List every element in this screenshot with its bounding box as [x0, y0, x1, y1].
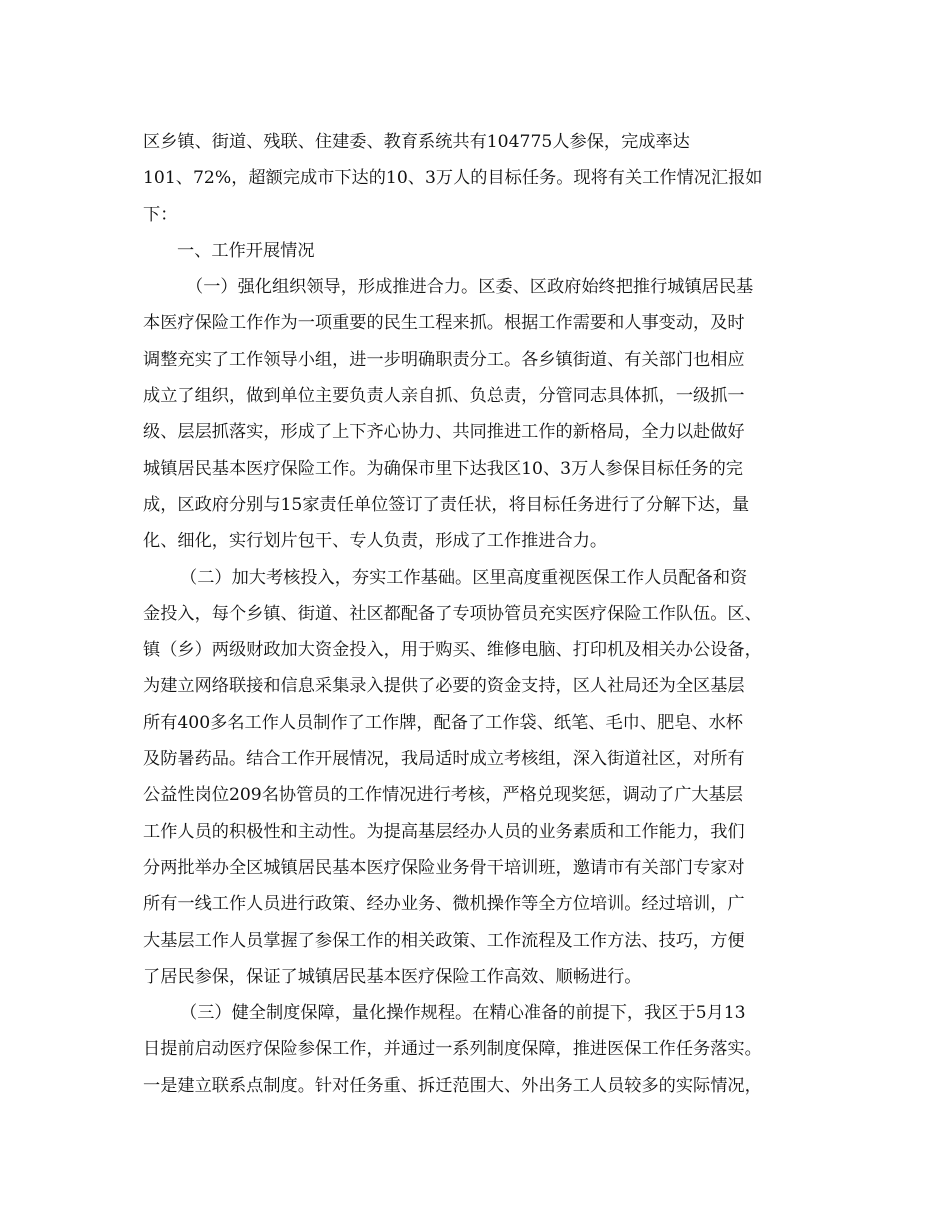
text-line: 工作人员的积极性和主动性。为提高基层经办人员的业务素质和工作能力，我们: [143, 821, 745, 842]
text-line: 为建立网络联接和信息采集录入提供了必要的资金支持，区人社局还为全区基层: [143, 676, 745, 697]
text-line: 成立了组织，做到单位主要负责人亲自抓、负总责，分管同志具体抓，一级抓一: [143, 386, 745, 407]
section-heading: 一、工作开展情况: [177, 240, 315, 261]
text-line: 区乡镇、街道、残联、住建委、教育系统共有104775人参保，完成率达: [143, 132, 690, 152]
text-line: 一是建立联系点制度。针对任务重、拆迁范围大、外出务工人员较多的实际情况，: [143, 1075, 762, 1096]
paragraph-start: （一）强化组织领导，形成推进合力。区委、区政府始终把推行城镇居民基: [186, 277, 754, 298]
text-line: 了居民参保，保证了城镇居民基本医疗保险工作高效、顺畅进行。: [143, 966, 642, 987]
text-line: 分两批举办全区城镇居民基本医疗保险业务骨干培训班，邀请市有关部门专家对: [143, 857, 745, 878]
text-line: 成，区政府分别与15家责任单位签订了责任状，将目标任务进行了分解下达，量: [143, 494, 750, 515]
text-line: 所有一线工作人员进行政策、经办业务、微机操作等全方位培训。经过培训，广: [143, 894, 745, 915]
text-line: 调整充实了工作领导小组，进一步明确职责分工。各乡镇街道、有关部门也相应: [143, 349, 745, 370]
text-line: 公益性岗位209名协管员的工作情况进行考核，严格兑现奖惩，调动了广大基层: [143, 785, 743, 806]
text-line: 日提前启动医疗保险参保工作，并通过一系列制度保障，推进医保工作任务落实。: [143, 1039, 762, 1060]
text-line: 金投入，每个乡镇、街道、社区都配备了专项协管员充实医疗保险工作队伍。区、: [143, 603, 762, 624]
text-line: 级、层层抓落实，形成了上下齐心协力、共同推进工作的新格局，全力以赴做好: [143, 422, 745, 443]
text-line: 所有400多名工作人员制作了工作牌，配备了工作袋、纸笔、毛巾、肥皂、水杯: [143, 712, 743, 733]
text-line: 本医疗保险工作作为一项重要的民生工程来抓。根据工作需要和人事变动，及时: [143, 313, 745, 334]
text-line: 下：: [143, 204, 178, 225]
text-line: 大基层工作人员掌握了参保工作的相关政策、工作流程及工作方法、技巧，方便: [143, 930, 745, 951]
text-line: 城镇居民基本医疗保险工作。为确保市里下达我区10、3万人参保目标任务的完: [143, 458, 743, 479]
document-body: [143, 124, 808, 1104]
text-line: 101、72%，超额完成市下达的10、3万人的目标任务。现将有关工作情况汇报如: [143, 168, 763, 189]
text-line: 及防暑药品。结合工作开展情况，我局适时成立考核组，深入街道社区，对所有: [143, 749, 745, 770]
text-line: 化、细化，实行划片包干、专人负责，形成了工作推进合力。: [143, 531, 608, 552]
text-line: 镇（乡）两级财政加大资金投入，用于购买、维修电脑、打印机及相关办公设备，: [143, 640, 762, 661]
paragraph-start: （三）健全制度保障，量化操作规程。在精心准备的前提下，我区于5月13: [180, 1003, 746, 1024]
paragraph-start: （二）加大考核投入，夯实工作基础。区里高度重视医保工作人员配备和资: [180, 567, 748, 588]
